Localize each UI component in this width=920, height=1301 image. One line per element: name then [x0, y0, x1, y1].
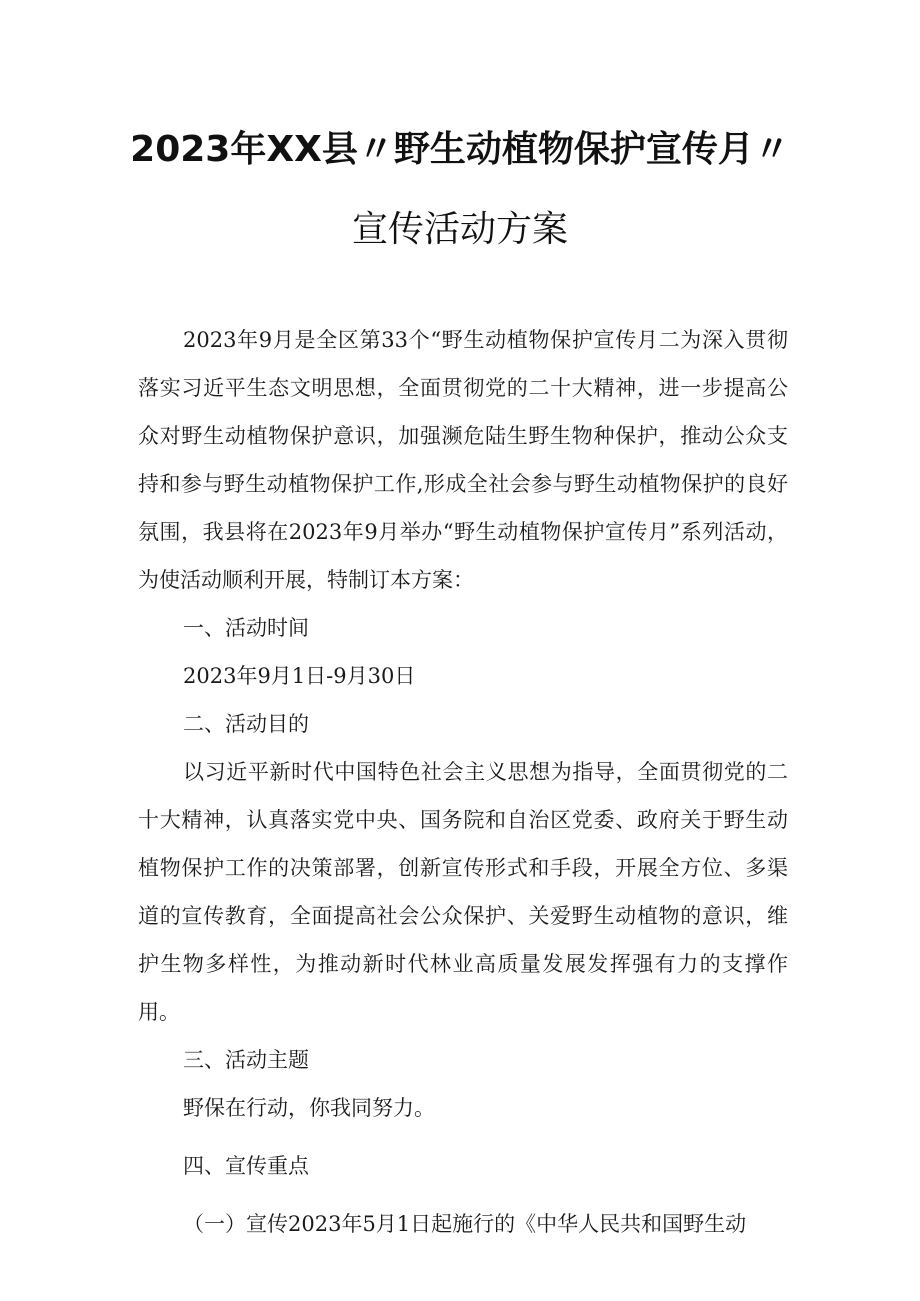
- intro-paragraph: 2023年9月是全区第33个“野生动植物保护宣传月二为深入贯彻落实习近平生态文明思想，全面贯彻党的二十大精神，进一步提高公众对野生动植物保护意识，加强濒危陆生野生物种保护，推动公众支持和参与野生动植物保护工作,形成全社会参与野生动植物保护的良好氛围，我县将在2023年9月举办“野生动植物保护宣传月”系列活动，为使活动顺利开展，特制订本方案：: [138, 328, 788, 592]
- document-body: [138, 316, 788, 1248]
- section-heading-focus: 四、宣传重点: [183, 1154, 309, 1178]
- section-heading-purpose: 二、活动目的: [183, 712, 309, 736]
- section-content-theme: 野保在行动，你我同努力。: [183, 1096, 435, 1120]
- document-title-line1: 2023年XX县〃野生动植物保护宣传月〃: [130, 129, 790, 170]
- section-heading-time: 一、活动时间: [183, 616, 309, 640]
- section-heading-theme: 三、活动主题: [183, 1048, 309, 1072]
- section-content-focus: （一）宣传2023年5月1日起施行的《中华人民共和国野生动: [183, 1212, 747, 1236]
- section-content-purpose: 以习近平新时代中国特色社会主义思想为指导，全面贯彻党的二十大精神，认真落实党中央、国务院和自治区党委、政府关于野生动植物保护工作的决策部署，创新宣传形式和手段，开展全方位、多渠道的宣传教育，全面提高社会公众保护、关爱野生动植物的意识，维护生物多样性，为推动新时代林业高质量发展发挥强有力的支撑作用。: [138, 760, 788, 1024]
- document-title-line2: 宣传活动方案: [351, 209, 568, 250]
- section-content-time: 2023年9月1日-9月30日: [183, 664, 416, 688]
